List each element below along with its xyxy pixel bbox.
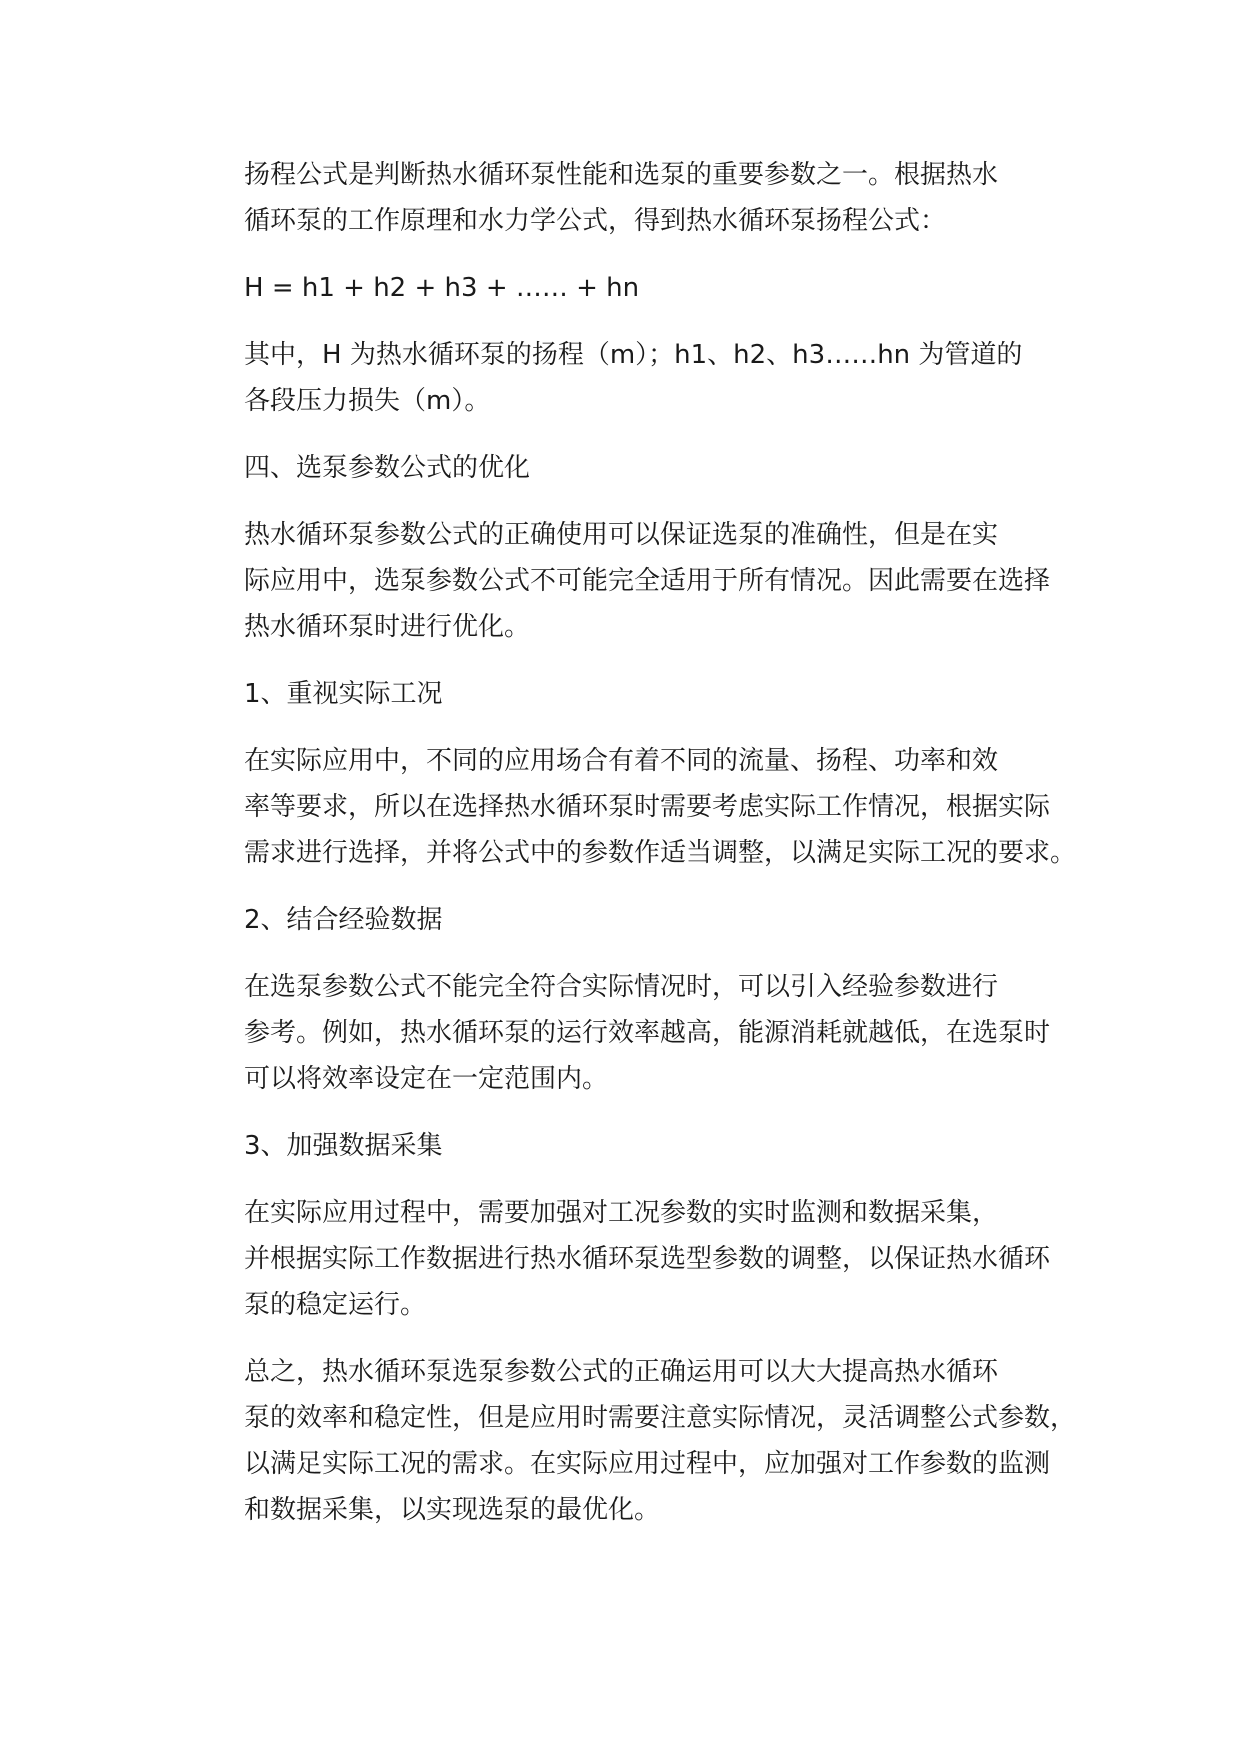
section-heading-optimization bbox=[188, 445, 1088, 491]
formula-line: H = h1 + h2 + h3 + …… + hn bbox=[244, 273, 640, 303]
paragraph-empirical-data bbox=[188, 964, 1088, 1102]
text-line: 总之，热水循环泵选泵参数公式的正确运用可以大大提高热水循环 bbox=[244, 1357, 999, 1387]
heading-line: 3、加强数据采集 bbox=[244, 1131, 443, 1161]
text-line: 以满足实际工况的需求。在实际应用过程中，应加强对工作参数的监测 bbox=[244, 1449, 1051, 1479]
text-line: 在选泵参数公式不能完全符合实际情况时，可以引入经验参数进行 bbox=[244, 972, 999, 1002]
text-line: 际应用中，选泵参数公式不可能完全适用于所有情况。因此需要在选择 bbox=[244, 566, 1051, 596]
paragraph-formula-explanation bbox=[188, 332, 1088, 424]
text-line: 率等要求，所以在选择热水循环泵时需要考虑实际工作情况，根据实际 bbox=[244, 792, 1051, 822]
text-line: 和数据采集，以实现选泵的最优化。 bbox=[244, 1495, 661, 1525]
heading-line: 2、结合经验数据 bbox=[244, 905, 443, 935]
paragraph-data-collection bbox=[188, 1190, 1088, 1328]
text-line: 热水循环泵参数公式的正确使用可以保证选泵的准确性，但是在实 bbox=[244, 520, 999, 550]
text-line: 其中，H 为热水循环泵的扬程（m）；h1、h2、h3……hn 为管道的 bbox=[244, 340, 1023, 370]
subheading-data-collection bbox=[188, 1123, 1088, 1169]
text-line: 在实际应用过程中，需要加强对工况参数的实时监测和数据采集， bbox=[244, 1198, 999, 1228]
text-line: 各段压力损失（m）。 bbox=[244, 386, 491, 416]
text-line: 并根据实际工作数据进行热水循环泵选型参数的调整，以保证热水循环 bbox=[244, 1244, 1051, 1274]
text-line: 循环泵的工作原理和水力学公式，得到热水循环泵扬程公式： bbox=[244, 206, 947, 236]
document-body bbox=[188, 152, 1088, 1554]
text-line: 热水循环泵时进行优化。 bbox=[244, 612, 531, 642]
paragraph-actual-conditions bbox=[188, 738, 1088, 876]
text-line: 需求进行选择，并将公式中的参数作适当调整，以满足实际工况的要求。 bbox=[244, 838, 1077, 868]
text-line: 参考。例如，热水循环泵的运行效率越高，能源消耗就越低，在选泵时 bbox=[244, 1018, 1051, 1048]
paragraph-head-formula bbox=[188, 265, 1088, 311]
paragraph-head-formula-intro bbox=[188, 152, 1088, 244]
paragraph-optimization-intro bbox=[188, 512, 1088, 650]
subheading-empirical-data bbox=[188, 897, 1088, 943]
paragraph-conclusion bbox=[188, 1349, 1088, 1533]
text-line: 可以将效率设定在一定范围内。 bbox=[244, 1064, 609, 1094]
text-line: 泵的稳定运行。 bbox=[244, 1290, 427, 1320]
text-line: 泵的效率和稳定性，但是应用时需要注意实际情况，灵活调整公式参数， bbox=[244, 1403, 1077, 1433]
text-line: 扬程公式是判断热水循环泵性能和选泵的重要参数之一。根据热水 bbox=[244, 160, 999, 190]
text-line: 在实际应用中，不同的应用场合有着不同的流量、扬程、功率和效 bbox=[244, 746, 999, 776]
heading-line: 四、选泵参数公式的优化 bbox=[244, 453, 531, 483]
subheading-actual-conditions bbox=[188, 671, 1088, 717]
heading-line: 1、重视实际工况 bbox=[244, 679, 443, 709]
